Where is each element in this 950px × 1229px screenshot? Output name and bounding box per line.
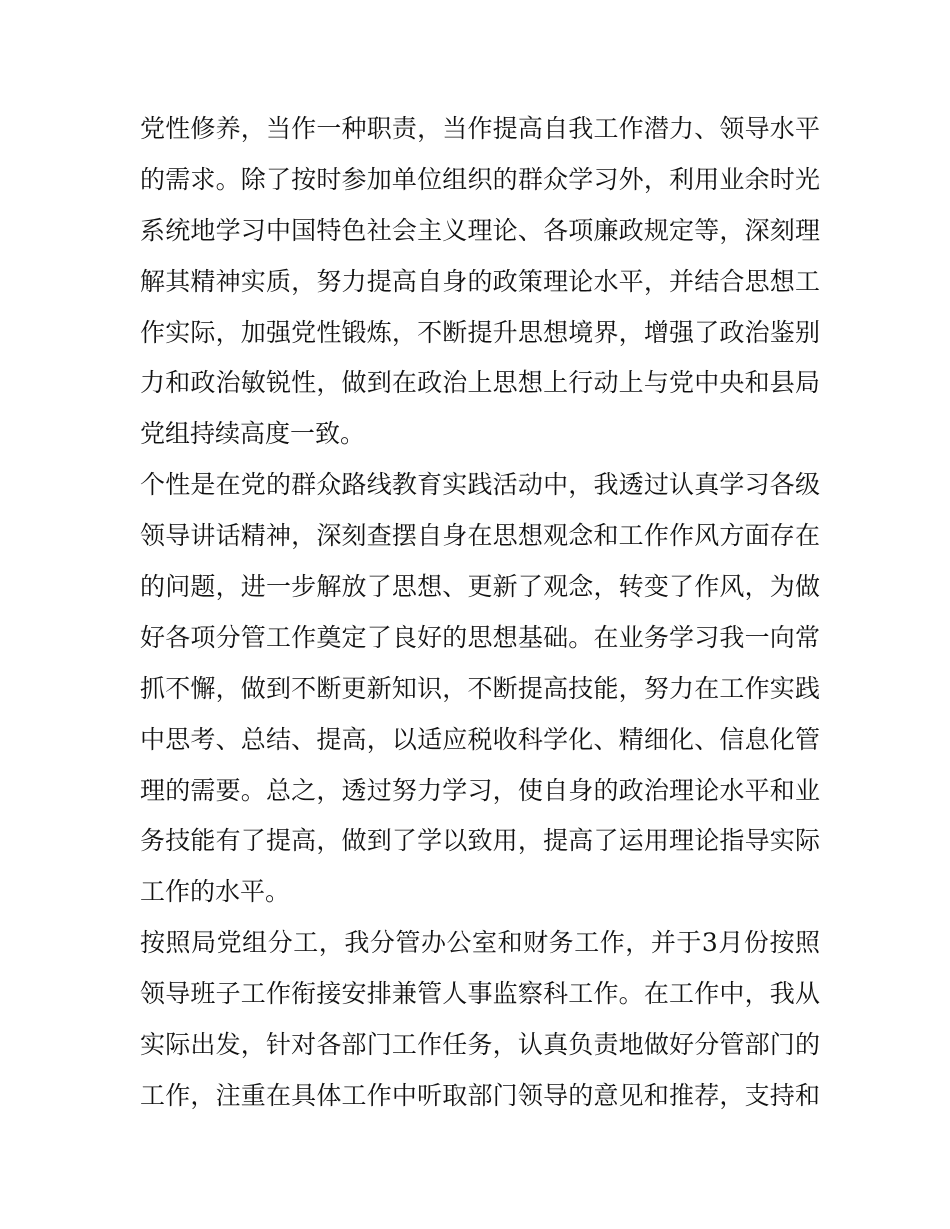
text-line: 领导班子工作衔接安排兼管人事监察科工作。在工作中，我从: [140, 979, 820, 1009]
text-line: 解其精神实质，努力提高自身的政策理论水平，并结合思想工: [140, 266, 820, 296]
text-line: 个性是在党的群众路线教育实践活动中，我透过认真学习各级: [140, 470, 820, 500]
text-line: 的需求。除了按时参加单位组织的群众学习外，利用业余时光: [140, 164, 820, 194]
text-line: 的问题，进一步解放了思想、更新了观念，转变了作风，为做: [140, 572, 820, 602]
text-line: 党性修养，当作一种职责，当作提高自我工作潜力、领导水平: [140, 114, 820, 143]
text-line: 好各项分管工作奠定了良好的思想基础。在业务学习我一向常: [140, 622, 820, 652]
text-line: 力和政治敏锐性，做到在政治上思想上行动上与党中央和县局: [140, 368, 820, 398]
text-line: 党组持续高度一致。: [140, 419, 366, 449]
text-line: 实际出发，针对各部门工作任务，认真负责地做好分管部门的: [140, 1030, 820, 1060]
text-line: 理的需要。总之，透过努力学习，使自身的政治理论水平和业: [140, 775, 820, 805]
text-line: 工作，注重在具体工作中听取部门领导的意见和推荐，支持和: [140, 1080, 820, 1110]
document-body: [140, 104, 820, 1122]
paragraph-party-cultivation: [140, 104, 820, 460]
text-line: 务技能有了提高，做到了学以致用，提高了运用理论指导实际: [140, 826, 820, 856]
text-line: 领导讲话精神，深刻查摆自身在思想观念和工作作风方面存在: [140, 521, 820, 551]
text-line: 中思考、总结、提高，以适应税收科学化、精细化、信息化管: [140, 724, 820, 754]
paragraph-division-of-work: [140, 918, 820, 1122]
text-line: 作实际，加强党性锻炼，不断提升思想境界，增强了政治鉴别: [140, 317, 820, 347]
text-line: 系统地学习中国特色社会主义理论、各项廉政规定等，深刻理: [140, 215, 820, 245]
text-line: 抓不懈，做到不断更新知识，不断提高技能，努力在工作实践: [140, 673, 820, 703]
text-line: 按照局党组分工，我分管办公室和财务工作，并于3月份按照: [140, 928, 820, 958]
text-line: 工作的水平。: [140, 877, 291, 907]
paragraph-mass-line-education: [140, 460, 820, 918]
